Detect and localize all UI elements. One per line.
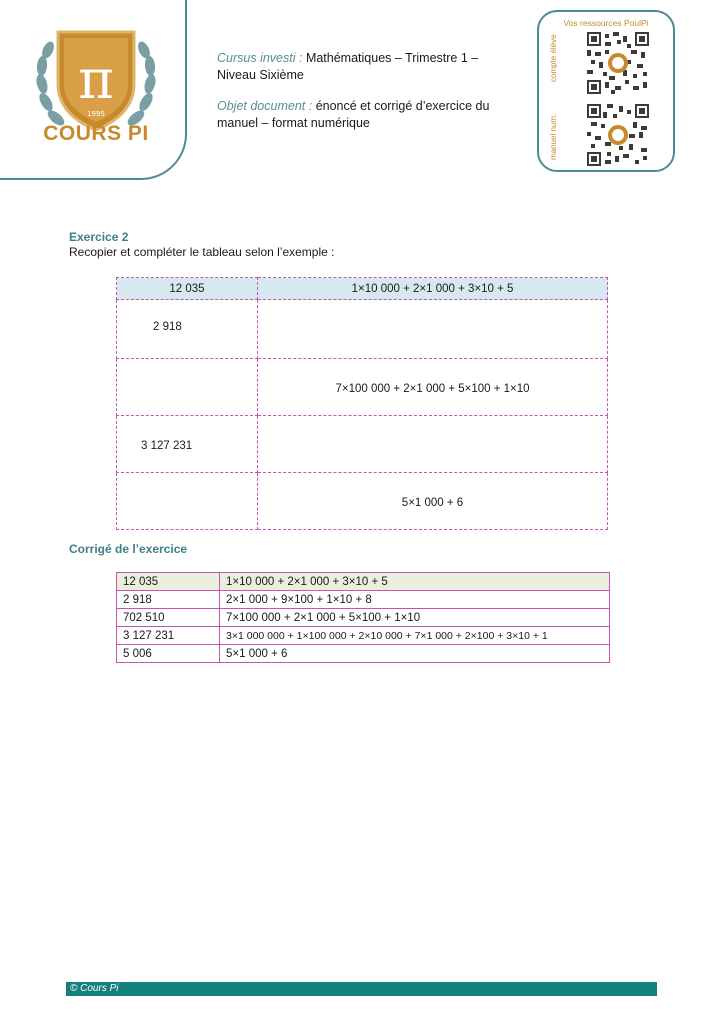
correction-decomposition-cell: 5×1 000 + 6 xyxy=(220,645,610,663)
correction-example-row xyxy=(117,573,610,591)
cursus-label: Cursus investi : xyxy=(217,51,303,65)
exercise-number-cell: 3 127 231 xyxy=(117,416,258,473)
document-meta xyxy=(217,50,507,146)
exercise-decomposition-cell: 1×10 000 + 2×1 000 + 3×10 + 5 xyxy=(258,278,608,300)
resources-title: Vos ressources PoulPi xyxy=(563,18,649,28)
qr-code-manual-icon[interactable] xyxy=(587,104,649,166)
exercise-number-cell xyxy=(117,473,258,530)
exercise-row xyxy=(117,359,608,416)
correction-number-cell: 3 127 231 xyxy=(117,627,220,645)
correction-decomposition-cell: 3×1 000 000 + 1×100 000 + 2×10 000 + 7×1 000 + 2×100 + 3×10 + 1 xyxy=(220,627,610,645)
exercise-row xyxy=(117,416,608,473)
footer-bar xyxy=(66,982,657,996)
correction-decomposition-cell: 1×10 000 + 2×1 000 + 3×10 + 5 xyxy=(220,573,610,591)
correction-number-cell: 702 510 xyxy=(117,609,220,627)
correction-title: Corrigé de l’exercice xyxy=(69,542,188,556)
correction-row xyxy=(117,627,610,645)
correction-number-cell: 12 035 xyxy=(117,573,220,591)
exercise-instruction: Recopier et compléter le tableau selon l’exemple : xyxy=(69,245,335,259)
objet-label: Objet document : xyxy=(217,99,313,113)
correction-table xyxy=(116,572,610,663)
objet-line xyxy=(217,98,507,132)
exercise-decomposition-cell: 7×100 000 + 2×1 000 + 5×100 + 1×10 xyxy=(258,359,608,416)
exercise-decomposition-cell: 5×1 000 + 6 xyxy=(258,473,608,530)
cursus-value: Mathématiques – Trimestre 1 – Niveau Sixième xyxy=(217,51,479,82)
exercise-row xyxy=(117,300,608,359)
cursus-line xyxy=(217,50,507,84)
exercise-example-row xyxy=(117,278,608,300)
correction-number-cell: 5 006 xyxy=(117,645,220,663)
exercise-row xyxy=(117,473,608,530)
exercise-decomposition-cell xyxy=(258,416,608,473)
logo-name: COURS PI xyxy=(43,122,149,145)
qr-code-student-icon[interactable] xyxy=(587,32,649,94)
logo-year: 1995 xyxy=(87,110,105,118)
exercise-decomposition-cell xyxy=(258,300,608,359)
correction-number-cell: 2 918 xyxy=(117,591,220,609)
resources-label-bottom: manuel num. xyxy=(549,113,558,160)
correction-decomposition-cell: 7×100 000 + 2×1 000 + 5×100 + 1×10 xyxy=(220,609,610,627)
correction-decomposition-cell: 2×1 000 + 9×100 + 1×10 + 8 xyxy=(220,591,610,609)
exercise-table xyxy=(116,277,608,530)
resources-box xyxy=(537,10,675,172)
exercise-title: Exercice 2 xyxy=(69,230,129,244)
correction-row xyxy=(117,591,610,609)
footer-text: © Cours Pi xyxy=(70,983,119,994)
exercise-number-cell: 12 035 xyxy=(117,278,258,300)
correction-row xyxy=(117,609,610,627)
exercise-number-cell xyxy=(117,359,258,416)
resources-label-top: compte élève xyxy=(549,34,558,82)
correction-row xyxy=(117,645,610,663)
logo-pi-symbol: π xyxy=(78,48,114,111)
objet-value: énoncé et corrigé d’exercice du manuel – format numérique xyxy=(217,99,490,130)
exercise-number-cell: 2 918 xyxy=(117,300,258,359)
